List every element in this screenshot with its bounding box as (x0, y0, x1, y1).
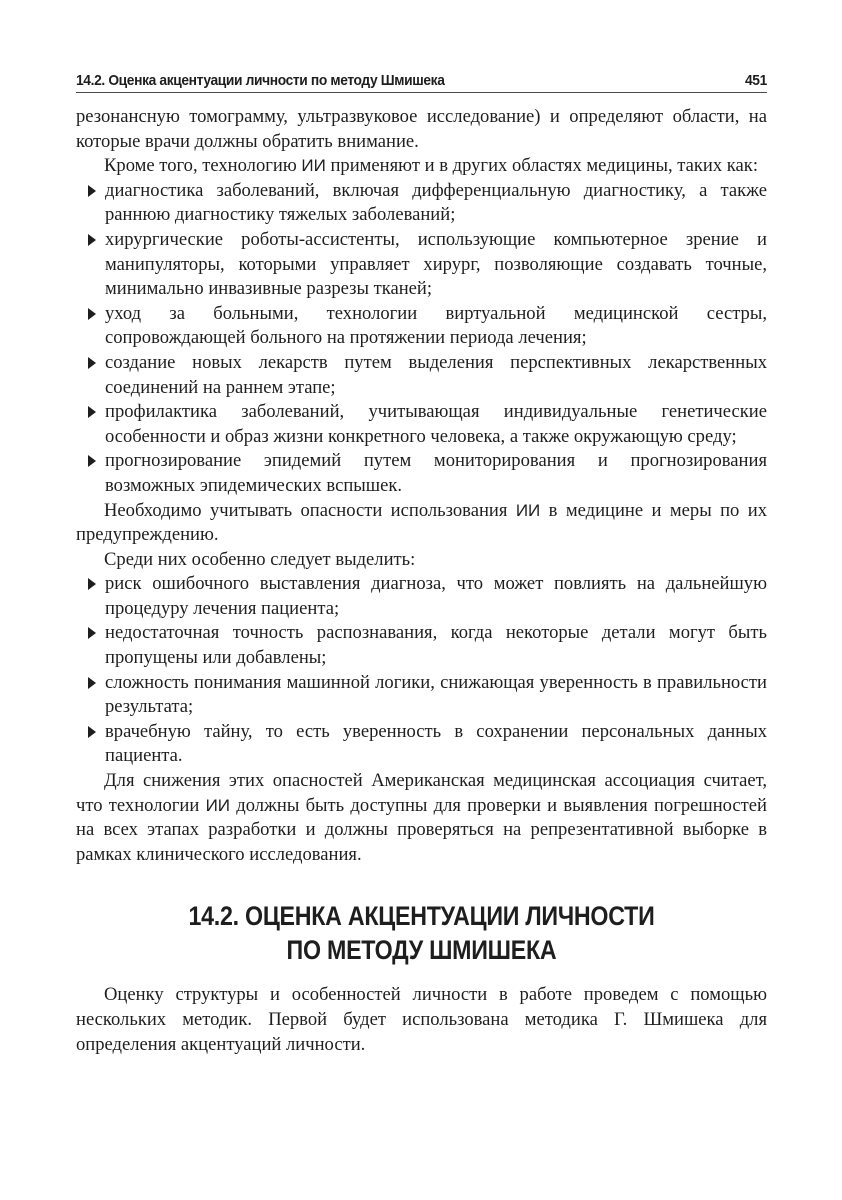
list-item (105, 400, 767, 449)
paragraph (76, 769, 767, 867)
text-run: должны быть доступны для проверки и выявления погрешностей на всех этапах разработки и должны проверяться на репрезентативной выборке в рамках клинического исследования. (76, 794, 767, 865)
triangle-bullet-icon (88, 308, 96, 320)
list-item-text: недостаточная точность распознавания, когда некоторые детали могут быть пропущены или добавлены; (105, 622, 767, 669)
bullet-list (76, 179, 767, 499)
list-item (105, 621, 767, 670)
text-run: Кроме того, технологию (104, 155, 302, 177)
page-number: 451 (744, 72, 767, 89)
text-run: Необходимо учитывать опасности использования (104, 499, 516, 521)
triangle-bullet-icon (88, 578, 96, 590)
list-item-text: диагностика заболеваний, включая дифференциальную диагностику, а также раннюю диагностику тяжелых заболеваний; (105, 179, 767, 226)
book-page (76, 72, 767, 1057)
ai-abbrev: ИИ (515, 500, 541, 520)
triangle-bullet-icon (88, 455, 96, 467)
section-heading-line: ПО МЕТОДУ ШМИШЕКА (286, 935, 557, 966)
list-item (105, 179, 767, 228)
list-item-text: создание новых лекарств путем выделения перспективных лекарственных соединений на раннем этапе; (105, 351, 767, 398)
paragraph: Среди них особенно следует выделить: (104, 548, 416, 570)
list-item-text: сложность понимания машинной логики, снижающая уверенность в правильности результата; (105, 671, 767, 718)
section-heading (124, 899, 718, 967)
paragraph (76, 154, 767, 179)
text-run: Для снижения этих опасностей Американская медицинская ассоциация считает, что технологии (76, 770, 767, 816)
list-item (105, 351, 767, 400)
triangle-bullet-icon (88, 677, 96, 689)
triangle-bullet-icon (88, 627, 96, 639)
list-item (105, 449, 767, 498)
bullet-list (76, 572, 767, 769)
list-item-text: врачебную тайну, то есть уверенность в сохранении персональных данных пациента. (105, 720, 767, 767)
text-run: в медицине и меры по их предупреждению. (76, 499, 767, 546)
paragraph (76, 499, 767, 548)
triangle-bullet-icon (88, 406, 96, 418)
list-item (105, 720, 767, 769)
triangle-bullet-icon (88, 726, 96, 738)
paragraph: резонансную томограмму, ультразвуковое исследование) и определяют области, на которые врачи должны обратить внимание. (76, 106, 767, 152)
list-item (105, 302, 767, 351)
triangle-bullet-icon (88, 185, 96, 197)
ai-abbrev: ИИ (205, 795, 230, 815)
paragraph: Оценку структуры и особенностей личности в работе проведем с помощью нескольких методик. Первой будет использована методика Г. Шмишека для определения акцентуаций личности. (76, 984, 767, 1055)
list-item-text: профилактика заболеваний, учитывающая индивидуальные генетические особенности и образ жизни конкретного человека, а также окружающую среду; (105, 401, 767, 447)
text-run: применяют и в других областях медицины, таких как: (325, 155, 758, 177)
ai-abbrev: ИИ (301, 156, 326, 176)
running-header (76, 72, 767, 93)
list-item-text: хирургические роботы-ассистенты, использующие компьютерное зрение и манипуляторы, которыми управляет хирург, позволяющие создавать точные, минимально инвазивные разрезы тканей; (105, 228, 767, 300)
list-item (105, 228, 767, 302)
list-item (105, 671, 767, 720)
triangle-bullet-icon (88, 234, 96, 246)
list-item-text: риск ошибочного выставления диагноза, что может повлиять на дальнейшую процедуру лечения пациента; (105, 573, 767, 619)
body-text (76, 105, 767, 1057)
list-item (105, 572, 767, 621)
list-item-text: прогнозирование эпидемий путем мониторирования и прогнозирования возможных эпидемических вспышек. (105, 450, 767, 496)
triangle-bullet-icon (88, 357, 96, 369)
list-item-text: уход за больными, технологии виртуальной медицинской сестры, сопровождающей больного на протяжении периода лечения; (105, 302, 767, 349)
running-title: 14.2. Оценка акцентуации личности по методу Шмишека (76, 72, 445, 89)
section-heading-line: 14.2. ОЦЕНКА АКЦЕНТУАЦИИ ЛИЧНОСТИ (188, 901, 655, 932)
